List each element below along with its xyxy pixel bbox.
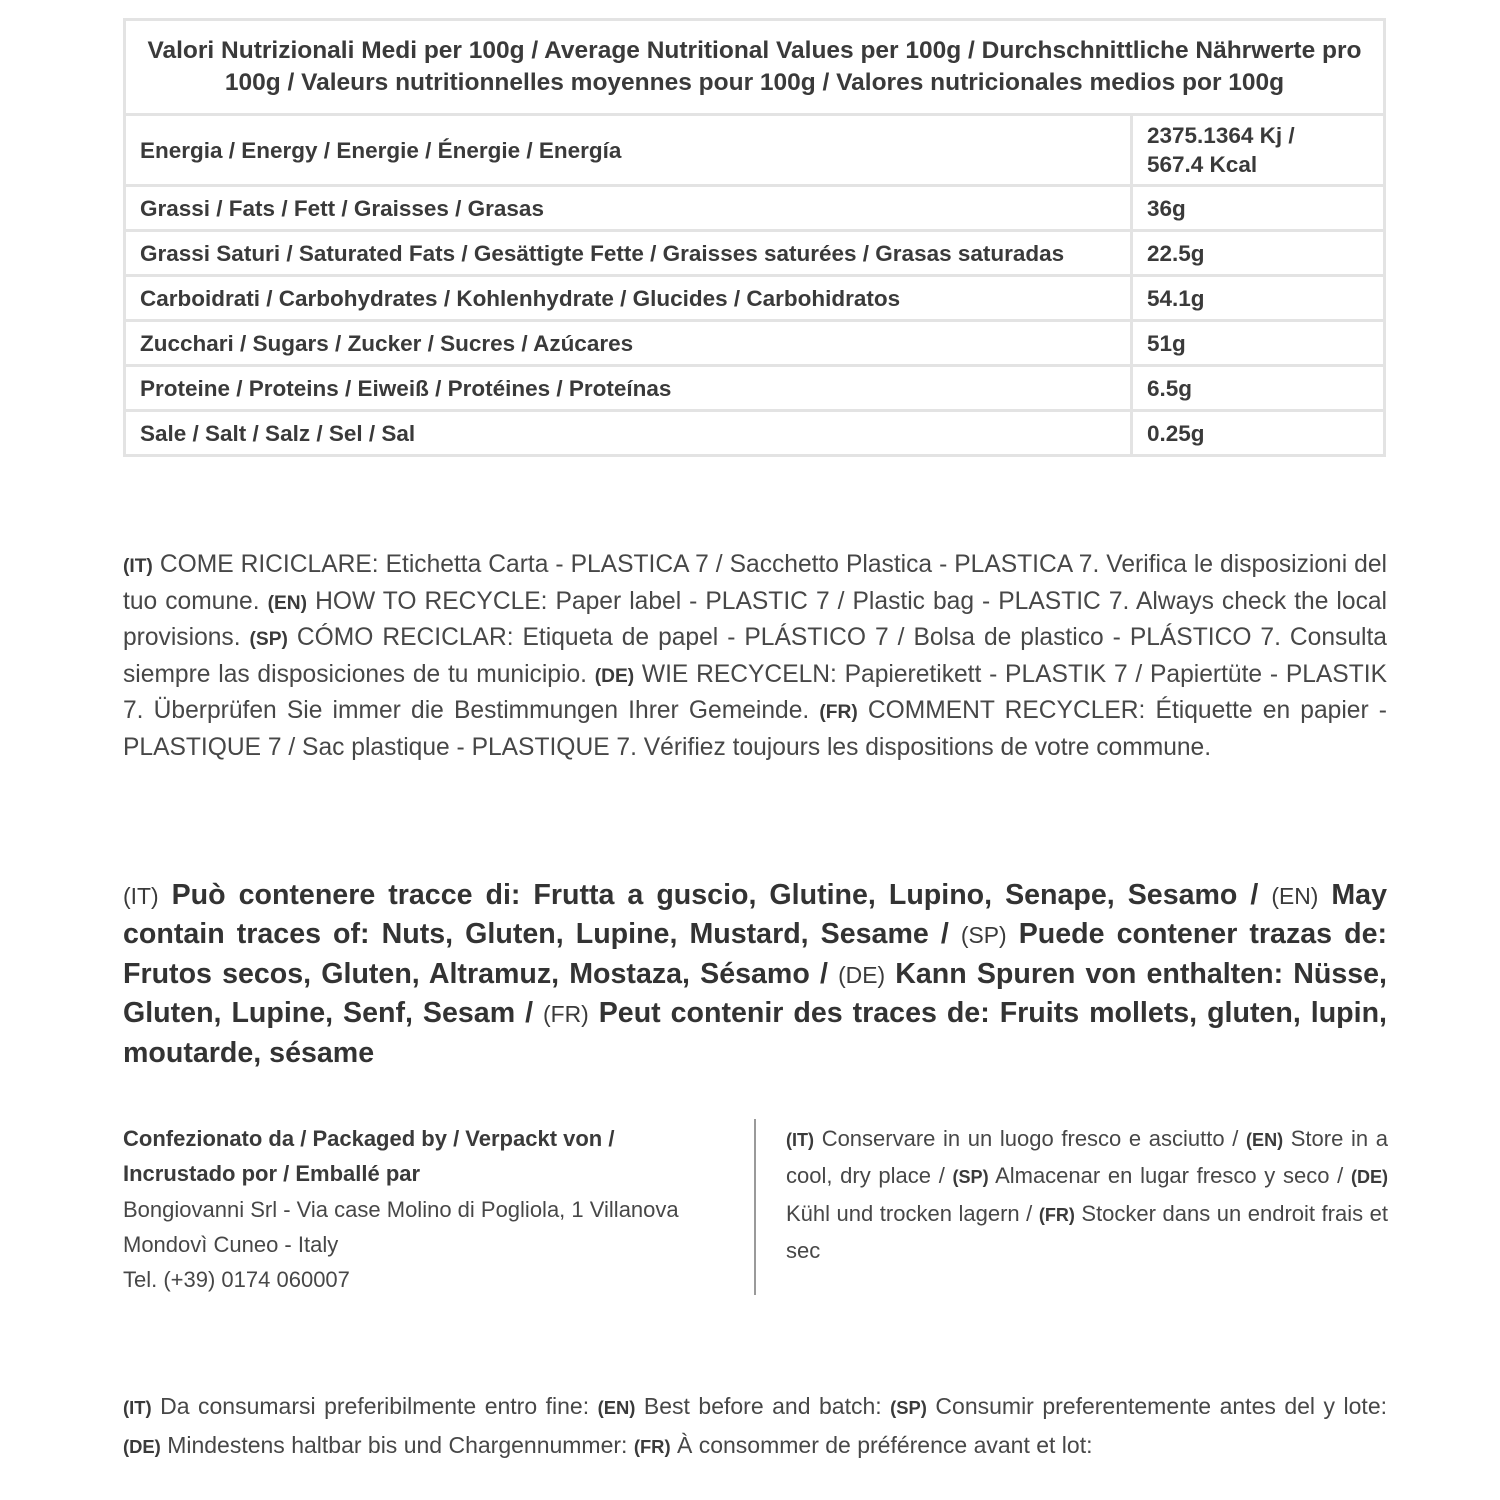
nutrient-value-salt: 0.25g: [1130, 409, 1383, 454]
packaged-by-title-line1: Confezionato da / Packaged by / Verpackt von /: [123, 1126, 615, 1151]
allergen-warning: [123, 876, 1387, 1072]
packaged-by-title-line2: Incrustado por / Emballé par: [123, 1161, 421, 1187]
table-row: [126, 274, 1383, 319]
nutrient-label-fats: Grassi / Fats / Fett / Graisses / Grasas: [126, 184, 1130, 229]
table-row: [126, 113, 1383, 184]
lang-tag-de: (DE): [1350, 1167, 1389, 1188]
table-row: [126, 229, 1383, 274]
nutrient-label-salt: Sale / Salt / Salz / Sel / Sal: [126, 409, 1130, 454]
lang-tag-fr: (FR): [543, 1001, 589, 1028]
lang-tag-en: (EN): [1246, 1130, 1284, 1150]
nutrient-value-sugars: 51g: [1130, 319, 1383, 364]
lang-tag-fr: (FR): [1038, 1204, 1075, 1225]
lang-tag-de: (DE): [838, 961, 886, 988]
storage-text-it: Conservare in un luogo fresco e asciutto /: [821, 1126, 1239, 1151]
lang-tag-en: (EN): [597, 1397, 636, 1418]
packager-address-line2: Mondovì Cuneo - Italy: [123, 1231, 339, 1257]
lang-tag-en: (EN): [1271, 883, 1319, 909]
allergen-text-it: Può contenere tracce di: Frutta a guscio, Glutine, Lupino, Senape, Sesamo /: [171, 879, 1259, 911]
storage-text-en: Store in a cool, dry place /: [786, 1126, 1388, 1189]
lang-tag-de: (DE): [594, 665, 635, 687]
nutrient-value-saturated-fats: 22.5g: [1130, 229, 1383, 274]
nutrient-value-carbohydrates: 54.1g: [1130, 274, 1383, 319]
allergen-text-en: May contain traces of: Nuts, Gluten, Lupine, Mustard, Sesame /: [123, 879, 1387, 951]
lang-tag-it: (IT): [123, 556, 153, 577]
packager-address-line1: Bongiovanni Srl - Via case Molino di Pogliola, 1 Villanova: [123, 1196, 679, 1222]
best-before-text-it: Da consumarsi preferibilmente entro fine:: [160, 1393, 590, 1419]
nutrient-value-fats: 36g: [1130, 184, 1383, 229]
nutrition-header-row: [126, 21, 1383, 113]
nutrient-label-saturated-fats: Grassi Saturi / Saturated Fats / Gesättigte Fette / Graisses saturées / Grasas saturadas: [126, 229, 1130, 274]
nutrient-value-proteins: 6.5g: [1130, 364, 1383, 409]
allergen-text-fr: Peut contenir des traces de: Fruits mollets, gluten, lupin, moutarde, sésame: [123, 997, 1387, 1069]
packager-phone: Tel. (+39) 0174 060007: [123, 1267, 350, 1293]
recycling-text-fr: COMMENT RECYCLER: Étiquette en papier - PLASTIQUE 7 / Sac plastique - PLASTIQUE 7. Vérifiez toujours les dispositions de votre commune.: [123, 697, 1387, 761]
lang-tag-it: (IT): [123, 1397, 152, 1418]
nutrient-value-energy: [1130, 113, 1383, 184]
lang-tag-sp: (SP): [960, 922, 1007, 949]
nutrition-header: Valori Nutrizionali Medi per 100g / Average Nutritional Values per 100g / Durchschnittliche Nährwerte pro 100g / Valeurs nutritionnelles moyennes pour 100g / Valores nutricionales medios por 100g: [147, 37, 1362, 96]
best-before-block: [123, 1388, 1387, 1465]
lang-tag-fr: (FR): [633, 1435, 671, 1457]
allergen-text-de: Kann Spuren von enthalten: Nüsse, Gluten, Lupine, Senf, Sesam /: [123, 957, 1388, 1030]
best-before-text-de: Mindestens haltbar bis und Chargennummer:: [167, 1431, 628, 1458]
storage-instructions: [786, 1121, 1388, 1268]
lang-tag-sp: (SP): [952, 1167, 989, 1188]
packaged-by-block: [123, 1121, 733, 1297]
recycling-text-de: WIE RECYCELN: Papieretikett - PLASTIK 7 / Papiertüte - PLASTIK 7. Überprüfen Sie immer die Bestimmungen Ihrer Gemeinde.: [123, 660, 1387, 725]
column-divider: [754, 1119, 756, 1295]
storage-text-de: Kühl und trocken lagern /: [786, 1200, 1033, 1226]
nutrient-label-energy: Energia / Energy / Energie / Énergie / Energía: [126, 113, 1130, 184]
table-row: [126, 409, 1383, 454]
storage-text-fr: Stocker dans un endroit frais et sec: [786, 1200, 1388, 1263]
energy-kcal: 567.4 Kcal: [1147, 152, 1258, 177]
best-before-text-en: Best before and batch:: [643, 1393, 882, 1419]
lang-tag-sp: (SP): [890, 1397, 927, 1418]
lang-tag-sp: (SP): [249, 629, 288, 651]
lang-tag-it: (IT): [123, 883, 159, 909]
table-row: [126, 184, 1383, 229]
nutrient-label-sugars: Zucchari / Sugars / Zucker / Sucres / Azúcares: [126, 319, 1130, 364]
lang-tag-en: (EN): [267, 592, 308, 614]
lang-tag-it: (IT): [786, 1130, 815, 1150]
nutrient-label-carbohydrates: Carboidrati / Carbohydrates / Kohlenhydrate / Glucides / Carbohidratos: [126, 274, 1130, 319]
recycling-text-en: HOW TO RECYCLE: Paper label - PLASTIC 7 / Plastic bag - PLASTIC 7. Always check the local provisions.: [123, 587, 1388, 652]
nutrition-table: [123, 18, 1386, 457]
nutrient-label-proteins: Proteine / Proteins / Eiweiß / Protéines / Proteínas: [126, 364, 1130, 409]
best-before-text-fr: À consommer de préférence avant et lot:: [676, 1431, 1093, 1458]
recycling-text-it: COME RICICLARE: Etichetta Carta - PLASTICA 7 / Sacchetto Plastica - PLASTICA 7. Verifica le disposizioni del tuo comune.: [123, 551, 1387, 615]
allergen-text-sp: Puede contener trazas de: Frutos secos, Gluten, Altramuz, Mostaza, Sésamo /: [123, 918, 1388, 990]
energy-kj: 2375.1364 Kj /: [1147, 123, 1295, 148]
storage-text-sp: Almacenar en lugar fresco y seco /: [995, 1163, 1344, 1189]
table-row: [126, 364, 1383, 409]
lang-tag-fr: (FR): [819, 702, 858, 724]
lang-tag-de: (DE): [123, 1435, 161, 1457]
best-before-text-sp: Consumir preferentemente antes del y lote:: [935, 1393, 1388, 1419]
recycling-instructions: [123, 548, 1387, 766]
recycling-text-sp: CÓMO RECICLAR: Etiqueta de papel - PLÁSTICO 7 / Bolsa de plastico - PLÁSTICO 7. Consulta siempre las disposiciones de tu municipio.: [123, 624, 1387, 688]
table-row: [126, 319, 1383, 364]
